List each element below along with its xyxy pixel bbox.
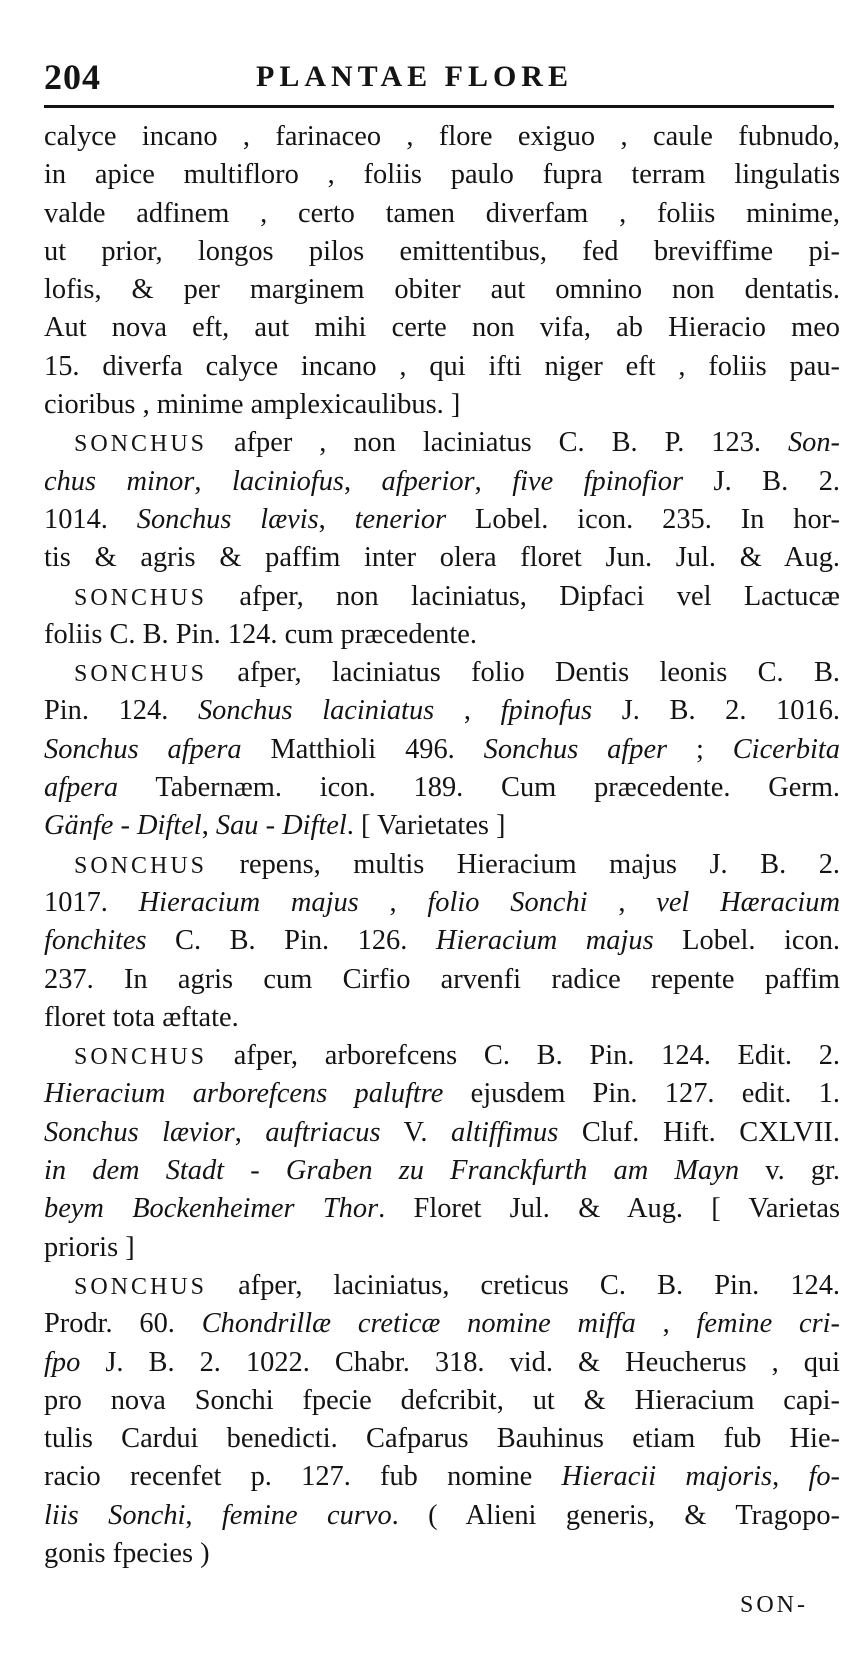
text-line bbox=[44, 501, 840, 539]
text-span: afper , non laciniatus C. B. P. 123. bbox=[207, 427, 788, 459]
text-span: Cluf. Hift. CXLVII. bbox=[558, 1116, 840, 1148]
italic-span: Son- bbox=[787, 427, 840, 459]
italic-span: five fpinofior bbox=[512, 465, 684, 497]
species-heading: SONCHUS bbox=[74, 1273, 208, 1300]
catchword: SON- bbox=[740, 1592, 809, 1618]
text-span: , bbox=[772, 1461, 809, 1493]
text-span: 1014. bbox=[44, 503, 137, 535]
text-span: , bbox=[587, 886, 657, 918]
text-line bbox=[44, 884, 840, 922]
text-span: , bbox=[358, 886, 428, 918]
italic-span: tenerior bbox=[354, 503, 447, 535]
italic-span: afpera bbox=[44, 772, 119, 804]
italic-span: Sonchus lævis bbox=[136, 503, 319, 535]
italic-span: folio Sonchi bbox=[427, 886, 588, 918]
italic-span: femine curvo bbox=[221, 1499, 392, 1531]
text-line bbox=[44, 731, 840, 769]
text-line: cioribus , minime amplexicaulibus. ] bbox=[44, 389, 461, 421]
italic-span: afperior bbox=[381, 465, 475, 497]
species-heading: SONCHUS bbox=[74, 661, 208, 688]
text-span: afper, non laciniatus, Dipfaci vel Lactucæ bbox=[207, 580, 840, 612]
species-heading: SONCHUS bbox=[74, 584, 208, 611]
text-line: tulis Cardui benedicti. Cafparus Bauhinus etiam fub Hie- bbox=[44, 1423, 840, 1455]
text-span: ejusdem Pin. 127. edit. 1. bbox=[443, 1078, 841, 1110]
italic-span: Hieracium majus bbox=[138, 886, 359, 918]
text-span: , bbox=[635, 1308, 697, 1340]
text-span: Lobel. icon. bbox=[653, 925, 840, 957]
text-line: ut prior, longos pilos emittentibus, fed breviffime pi- bbox=[44, 235, 840, 267]
page-number: 204 bbox=[44, 57, 101, 97]
text-span: . ( Alieni generis, & Tragopo- bbox=[391, 1499, 840, 1531]
text-line bbox=[44, 846, 840, 884]
text-span: , bbox=[201, 810, 216, 842]
italic-span: laciniofus bbox=[231, 465, 344, 497]
page-body-text bbox=[44, 118, 840, 1573]
text-span: afper, laciniatus, creticus C. B. Pin. 124. bbox=[207, 1269, 840, 1301]
text-span: J. B. 2. 1022. Chabr. 318. vid. & Heucherus , qui bbox=[80, 1346, 840, 1378]
species-heading: SONCHUS bbox=[74, 431, 208, 458]
italic-span: Cicerbita bbox=[732, 733, 840, 765]
text-line bbox=[44, 922, 840, 960]
text-span: J. B. 2. bbox=[683, 465, 840, 497]
text-span: Lobel. icon. 235. In hor- bbox=[446, 503, 840, 535]
text-span: . Floret Jul. & Aug. [ Varietas bbox=[378, 1193, 840, 1225]
text-span: , bbox=[318, 503, 355, 535]
text-span: afper, laciniatus folio Dentis leonis C. B. bbox=[207, 657, 840, 689]
species-heading: SONCHUS bbox=[74, 852, 208, 879]
text-line: pro nova Sonchi fpecie defcribit, ut & Hieracium capi- bbox=[44, 1384, 840, 1416]
page-header bbox=[44, 52, 834, 100]
text-line bbox=[44, 1267, 840, 1305]
italic-span: beym Bockenheimer Thor bbox=[44, 1193, 379, 1225]
italic-span: altiffimus bbox=[451, 1116, 559, 1148]
text-line bbox=[44, 1497, 840, 1535]
text-span: ; bbox=[667, 733, 733, 765]
text-span: , bbox=[194, 465, 232, 497]
italic-span: in dem Stadt - Graben zu Franckfurth am Mayn bbox=[44, 1155, 740, 1187]
text-span: Pin. 124. bbox=[44, 695, 198, 727]
text-span: , bbox=[234, 1116, 266, 1148]
text-span: Matthioli 496. bbox=[241, 733, 484, 765]
text-line: 15. diverfa calyce incano , qui ifti niger eft , foliis pau- bbox=[44, 350, 840, 382]
text-line bbox=[44, 463, 840, 501]
text-span: 1017. bbox=[44, 886, 139, 918]
italic-span: femine cri- bbox=[696, 1308, 841, 1340]
text-span: repens, multis Hieracium majus J. B. 2. bbox=[207, 848, 840, 880]
text-line bbox=[44, 692, 840, 730]
text-line: gonis fpecies ) bbox=[44, 1537, 210, 1569]
text-span: Prodr. 60. bbox=[44, 1308, 202, 1340]
species-heading: SONCHUS bbox=[74, 1044, 208, 1071]
text-line: foliis C. B. Pin. 124. cum præcedente. bbox=[44, 618, 477, 650]
text-line: prioris ] bbox=[44, 1231, 135, 1263]
italic-span: chus minor bbox=[44, 465, 195, 497]
text-line bbox=[44, 1458, 840, 1496]
text-line: in apice multifloro , foliis paulo fupra terram lingulatis bbox=[44, 159, 840, 191]
text-span: , bbox=[185, 1499, 222, 1531]
text-span: , bbox=[343, 465, 382, 497]
running-title: PLANTAE FLORE bbox=[256, 60, 573, 93]
text-line bbox=[44, 1344, 840, 1382]
text-line: Aut nova eft, aut mihi certe non vifa, ab Hieracio meo bbox=[44, 312, 840, 344]
text-line bbox=[44, 1152, 840, 1190]
italic-span: Hieracii majoris bbox=[561, 1461, 773, 1493]
italic-span: Sonchus laciniatus bbox=[197, 695, 435, 727]
text-line bbox=[44, 578, 840, 616]
text-span: racio recenfet p. 127. fub nomine bbox=[44, 1461, 562, 1493]
text-line bbox=[44, 654, 840, 692]
text-span: , bbox=[434, 695, 501, 727]
text-line: calyce incano , farinaceo , flore exiguo , caule fubnudo, bbox=[44, 121, 840, 152]
text-line bbox=[44, 1114, 840, 1152]
italic-span: Hieracium majus bbox=[435, 925, 654, 957]
text-line bbox=[44, 424, 840, 462]
text-span: . [ Varietates ] bbox=[346, 810, 506, 842]
text-line bbox=[44, 807, 840, 845]
italic-span: Sonchus afpera bbox=[44, 733, 242, 765]
italic-span: vel Hæracium bbox=[656, 886, 840, 918]
text-span: V. bbox=[380, 1116, 452, 1148]
text-line bbox=[44, 1305, 840, 1343]
italic-span: fonchites bbox=[44, 925, 147, 957]
text-line bbox=[44, 1037, 840, 1075]
text-line: floret tota æftate. bbox=[44, 1001, 239, 1033]
italic-span: Chondrillæ creticæ nomine miffa bbox=[201, 1308, 636, 1340]
text-span: afper, arborefcens C. B. Pin. 124. Edit. 2. bbox=[207, 1040, 840, 1072]
text-line bbox=[44, 1190, 840, 1228]
text-span: C. B. Pin. 126. bbox=[146, 925, 436, 957]
text-span: Tabernæm. icon. 189. Cum præcedente. Germ. bbox=[118, 772, 840, 804]
text-line: lofis, & per marginem obiter aut omnino non dentatis. bbox=[44, 274, 840, 306]
text-span: , bbox=[474, 465, 513, 497]
italic-span: fo- bbox=[808, 1461, 840, 1493]
text-line bbox=[44, 769, 840, 807]
italic-span: Sonchus afper bbox=[483, 733, 668, 765]
text-span: v. gr. bbox=[739, 1155, 841, 1187]
text-line: valde adfinem , certo tamen diverfam , foliis minime, bbox=[44, 197, 840, 229]
italic-span: Sau - Diftel bbox=[215, 810, 347, 842]
italic-span: Gänfe - Diftel bbox=[44, 810, 202, 842]
italic-span: Sonchus lævior bbox=[44, 1116, 235, 1148]
italic-span: liis Sonchi bbox=[44, 1499, 186, 1531]
italic-span: auftriacus bbox=[265, 1116, 381, 1148]
italic-span: fpo bbox=[44, 1346, 81, 1378]
italic-span: Hieracium arborefcens paluftre bbox=[44, 1078, 444, 1110]
italic-span: fpinofus bbox=[500, 695, 593, 727]
text-line bbox=[44, 1075, 840, 1113]
text-line: tis & agris & paffim inter olera floret Jun. Jul. & Aug. bbox=[44, 542, 840, 574]
text-span: J. B. 2. 1016. bbox=[592, 695, 840, 727]
text-line: 237. In agris cum Cirfio arvenfi radice repente paffim bbox=[44, 963, 840, 995]
header-rule bbox=[44, 105, 834, 108]
